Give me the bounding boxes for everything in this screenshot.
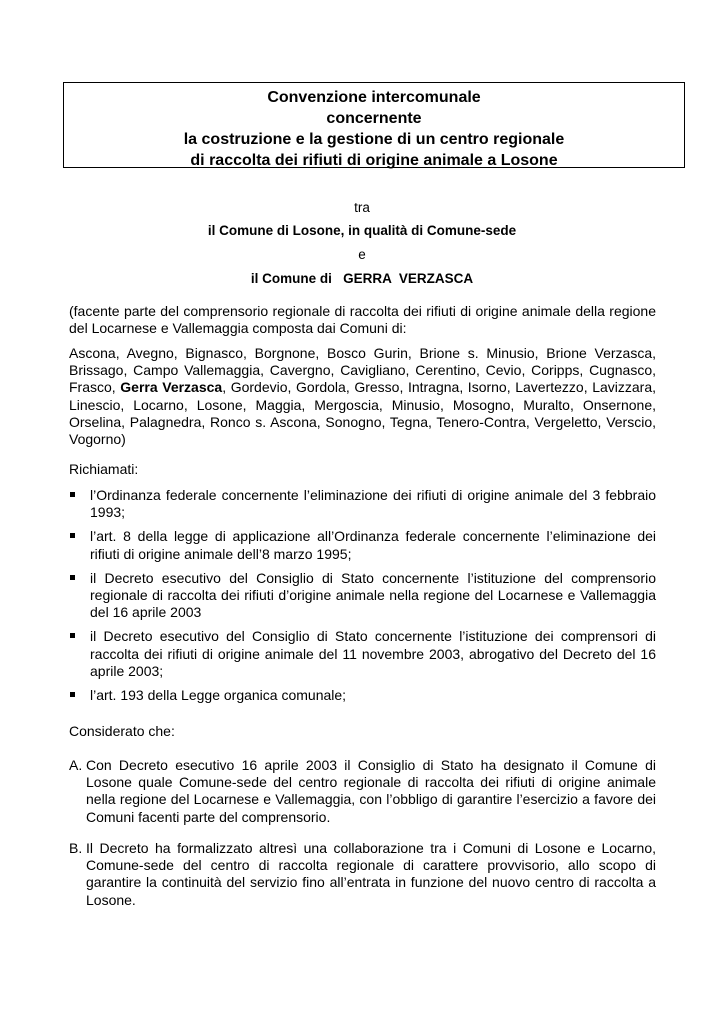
considerato-item-a [69, 757, 656, 826]
first-party: il Comune di Losone, in qualità di Comune-sede [207, 223, 517, 238]
tra-label: tra [354, 200, 370, 215]
title-line-4: di raccolta dei rifiuti di origine animale a Losone [190, 152, 558, 169]
list-item-text: l’art. 8 della legge di applicazione all’Ordinanza federale concernente l’eliminazione dei rifiuti di origine animale dell’8 marzo 1995; [90, 528, 656, 562]
communes-highlight: Gerra Verzasca [120, 379, 223, 396]
intro-paragraph: (facente parte del comprensorio regionale di raccolta dei rifiuti di origine animale della regione del Locarnese e Vallemaggia composta dai Comuni di: [69, 303, 656, 337]
bullet-icon [70, 633, 75, 638]
item-letter: B. [69, 840, 83, 856]
title-box [63, 82, 685, 168]
bullet-icon [70, 492, 75, 497]
bullet-icon [70, 533, 75, 538]
title-line-3: la costruzione e la gestione di un centro regionale [183, 131, 565, 148]
richiamati-heading: Richiamati: [69, 461, 139, 477]
communes-list [69, 345, 656, 448]
bullet-icon [70, 575, 75, 580]
title-line-2: concernente [326, 110, 422, 127]
item-text: Con Decreto esecutivo 16 aprile 2003 il Consiglio di Stato ha designato il Comune di Losone quale Comune-sede del centro regionale di raccolta dei rifiuti di origine animale nella regione del Locarnese e Vallemaggia, con l’obbligo di garantire l’esercizio a favore dei Comuni facenti parte del comprensorio. [86, 757, 656, 825]
second-party-name: GERRA VERZASCA [343, 271, 474, 286]
second-party-prefix: il Comune di [250, 271, 332, 286]
second-party [0, 270, 724, 287]
communes-after: , Gordevio, Gordola, Gresso, Intragna, Isorno, Lavertezzo, Lavizzara, Linescio, Locarno, Losone, Maggia, Mergoscia, Minusio, Mosogno, Muralto, Onsernone, Orselina, Palagnedra, Ronco s. Ascona, Sonogno, Tegna, Tenero-Contra, Vergeletto, Verscio, Vogorno) [69, 379, 657, 448]
list-item [69, 487, 656, 521]
list-item-text: il Decreto esecutivo del Consiglio di Stato concernente l’istituzione dei comprensori di raccolta dei rifiuti di origine animale del 11 novembre 2003, abrogativo del Decreto del 16 aprile 2003; [90, 628, 656, 679]
e-label: e [358, 247, 366, 262]
list-item [69, 570, 656, 622]
considerato-item-b [69, 840, 656, 909]
item-letter: A. [69, 757, 83, 773]
item-text: Il Decreto ha formalizzato altresì una collaborazione tra i Comuni di Losone e Locarno, Comune-sede del centro di raccolta regionale di carattere provvisorio, allo scopo di garantire la continuità del servizio fino all’entrata in funzione del nuovo centro di raccolta a Losone. [86, 840, 656, 908]
list-item [69, 687, 656, 704]
considerato-heading: Considerato che: [69, 723, 175, 739]
list-item-text: il Decreto esecutivo del Consiglio di Stato concernente l’istituzione del comprensorio regionale di raccolta dei rifiuti d’origine animale nella regione del Locarnese e Vallemaggia del 16 aprile 2003 [90, 569, 656, 621]
list-item-text: l’art. 193 della Legge organica comunale; [90, 687, 347, 704]
list-item-text: l’Ordinanza federale concernente l’eliminazione dei rifiuti di origine animale del 3 febbraio 1993; [90, 487, 656, 521]
communes-before: Ascona, Avegno, Bignasco, Borgnone, Bosco Gurin, Brione s. Minusio, Brione Verzasca, Brissago, Campo Vallemaggia, Cavergno, Cavigliano, Cerentino, Cevio, Coripps, Cugnasco, Frasco, [69, 345, 656, 396]
richiamati-list [69, 487, 656, 711]
bullet-icon [70, 692, 75, 697]
list-item [69, 628, 656, 680]
list-item [69, 528, 656, 562]
title-line-1: Convenzione intercomunale [267, 89, 481, 106]
